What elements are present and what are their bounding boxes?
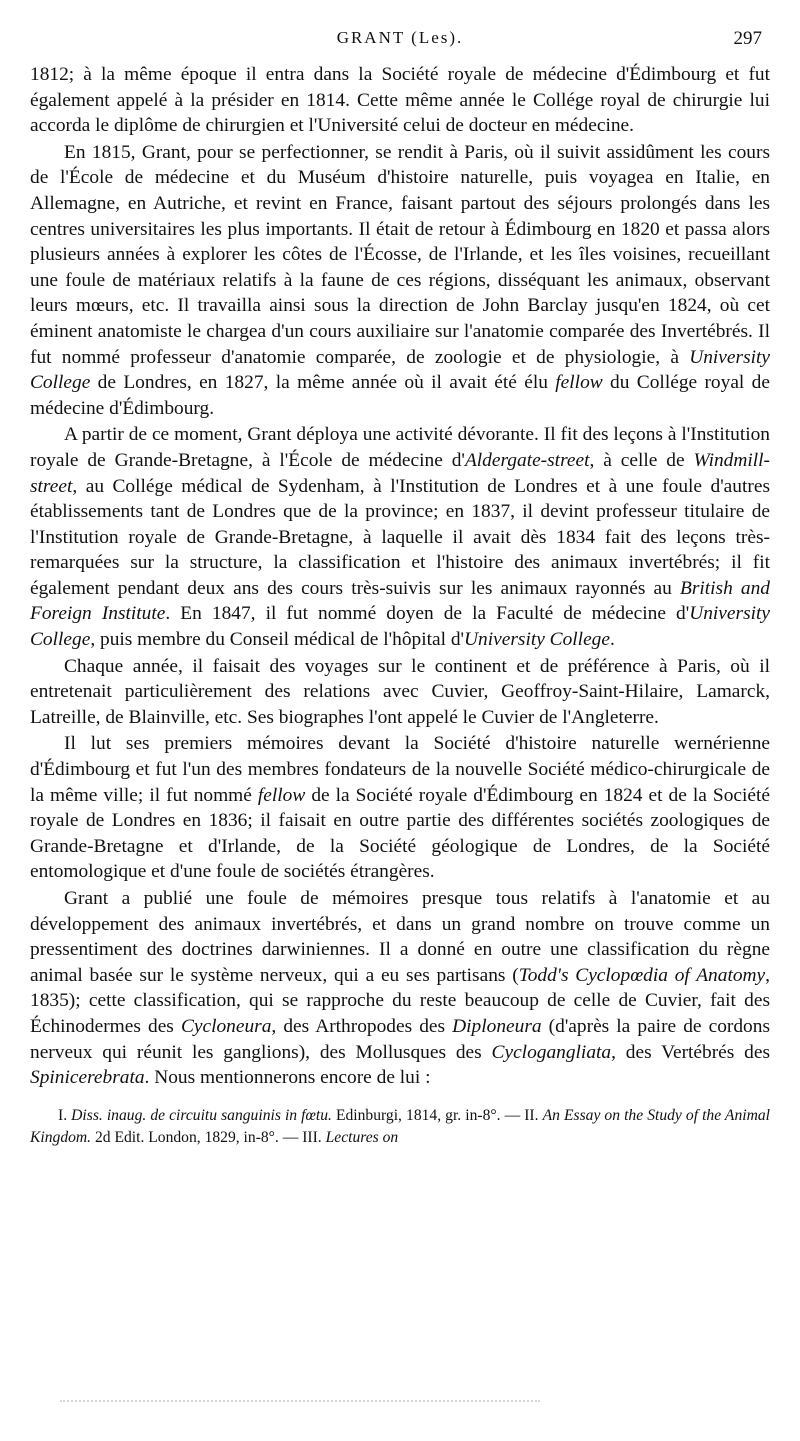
text-run: , au Collége médical de Sydenham, à l'Institution de Londres et à une foule d'autres établissements tant de Londres que de la province; en 1837, il devint professeur titulaire de l'Institution royale de Grande-Bretagne, à laquelle il avait dès 1834 fait des leçons très-remarquées sur la structure, la classification et l'histoire des animaux invertébrés; il fit également pendant deux ans des cours très-suivis sur les animaux rayonnés au (30, 475, 770, 599)
text-run: I. (58, 1106, 72, 1124)
text-run: , des Vertébrés des (611, 1041, 771, 1063)
text-run: 1812; à la même époque il entra dans la Société royale de médecine d'Édimbourg et fut également appelé à la présider en 1814. Cette même année le Collége royal de chirurgie lui accorda le diplôme de chirurgien et l'Université celui de docteur en médecine. (30, 64, 770, 137)
italic-run: Aldergate-street (464, 449, 590, 471)
text-run: , 1835); cette classification, qui se rapproche du reste beaucoup de celle de Cuvier, fait des Échinodermes des (30, 964, 770, 1037)
footnote (30, 1105, 770, 1149)
italic-run: Spinicerebrata (30, 1067, 145, 1089)
italic-run: Cyclogangliata (491, 1041, 612, 1063)
text-run: 2d Edit. London, 1829, in-8°. — III. (91, 1128, 326, 1146)
paragraph-4 (30, 654, 770, 731)
body-text (30, 62, 770, 1091)
text-run: A partir de ce moment, Grant déploya une activité dévorante. Il fit des leçons à l'Institution royale de Grande-Bretagne, à l'École de médecine d' (30, 424, 770, 471)
italic-run: University College (464, 629, 610, 651)
paragraph-5 (30, 731, 770, 885)
text-run: Edinburgi, 1814, gr. in-8°. — II. (331, 1106, 543, 1124)
scan-artifact-line (60, 1400, 540, 1406)
italic-run: Diploneura (452, 1015, 542, 1037)
text-run: Grant a publié une foule de mémoires presque tous relatifs à l'anatomie et au développement des animaux invertébrés, et dans un grand nombre on trouve comme un pressentiment des doctrines darwiniennes. Il a donné en outre une classification du règne animal basée sur le système nerveux, qui a eu ses partisans ( (30, 888, 770, 986)
italic-run: fellow (555, 372, 603, 394)
italic-run: University College (30, 603, 770, 651)
text-run: , puis membre du Conseil médical de l'hôpital d' (90, 629, 465, 651)
text-run: Il lut ses premiers mémoires devant la Société d'histoire naturelle wernérienne d'Édimbourg et fut l'un des membres fondateurs de la nouvelle Société médico-chirurgicale de la même ville; il fut nommé (30, 733, 770, 806)
text-run: , à celle de (589, 449, 694, 471)
italic-run: An Essay on the Study of the Animal Kingdom. (30, 1106, 770, 1146)
running-title: GRANT (Les). (336, 28, 464, 47)
italic-run: University College (30, 346, 770, 394)
italic-run: Cycloneura (180, 1015, 272, 1037)
document-page (30, 28, 770, 1149)
italic-run: Diss. inaug. de circuitu sanguinis in fœtu. (71, 1106, 332, 1124)
text-run: . Nous mentionnerons encore de lui : (144, 1067, 431, 1089)
italic-run: Windmill-street (30, 449, 770, 497)
text-run: du Collége royal de médecine d'Édimbourg. (30, 372, 770, 419)
page-number: 297 (733, 28, 762, 49)
paragraph-2 (30, 140, 770, 422)
text-run: de la Société royale d'Édimbourg en 1824 et de la Société royale de Londres en 1836; il faisait en outre partie des différentes sociétés zoologiques de Grande-Bretagne et d'Irlande, de la Société géologique de Londres, de la Société entomologique et d'une foule de sociétés étrangères. (30, 784, 770, 883)
paragraph-1 (30, 62, 770, 139)
running-header (30, 28, 770, 56)
text-run: de Londres, en 1827, la même année où il avait été élu (90, 372, 556, 394)
italic-run: Todd's Cyclopœdia of Anatomy (518, 964, 766, 986)
text-run: (d'après la paire de cordons nerveux qui réunit les ganglions), des Mollusques des (30, 1015, 770, 1063)
italic-run: British and Foreign Institute (30, 577, 770, 625)
paragraph-3 (30, 422, 770, 652)
text-run: . En 1847, il fut nommé doyen de la Faculté de médecine d' (165, 603, 690, 625)
text-run: En 1815, Grant, pour se perfectionner, se rendit à Paris, où il suivit assidûment les cours de l'École de médecine et du Muséum d'histoire naturelle, puis voyagea en Italie, en Allemagne, en Autriche, et revint en France, faisant partout des séjours prolongés dans les centres universitaires les plus importants. Il était de retour à Édimbourg en 1820 et passa alors plusieurs années à explorer les côtes de l'Écosse, de l'Irlande, et les îles voisines, recueillant une foule de matériaux relatifs à la faune de ces régions, disséquant les animaux, observant leurs mœurs, etc. Il travailla ainsi sous la direction de John Barclay jusqu'en 1824, où cet éminent anatomiste le chargea d'un cours auxiliaire sur l'anatomie comparée des Invertébrés. Il fut nommé professeur d'anatomie comparée, de zoologie et de physiologie, à (30, 141, 770, 368)
paragraph-6 (30, 886, 770, 1091)
italic-run: fellow (257, 784, 306, 806)
text-run: , des Arthropodes des (271, 1015, 453, 1037)
text-run: Chaque année, il faisait des voyages sur le continent et de préférence à Paris, où il entretenait particulièrement des relations avec Cuvier, Geoffroy-Saint-Hilaire, Lamarck, Latreille, de Blainville, etc. Ses biographes l'ont appelé le Cuvier de l'Angleterre. (30, 655, 770, 728)
italic-run: Lectures on (325, 1128, 399, 1146)
text-run: . (609, 629, 615, 651)
